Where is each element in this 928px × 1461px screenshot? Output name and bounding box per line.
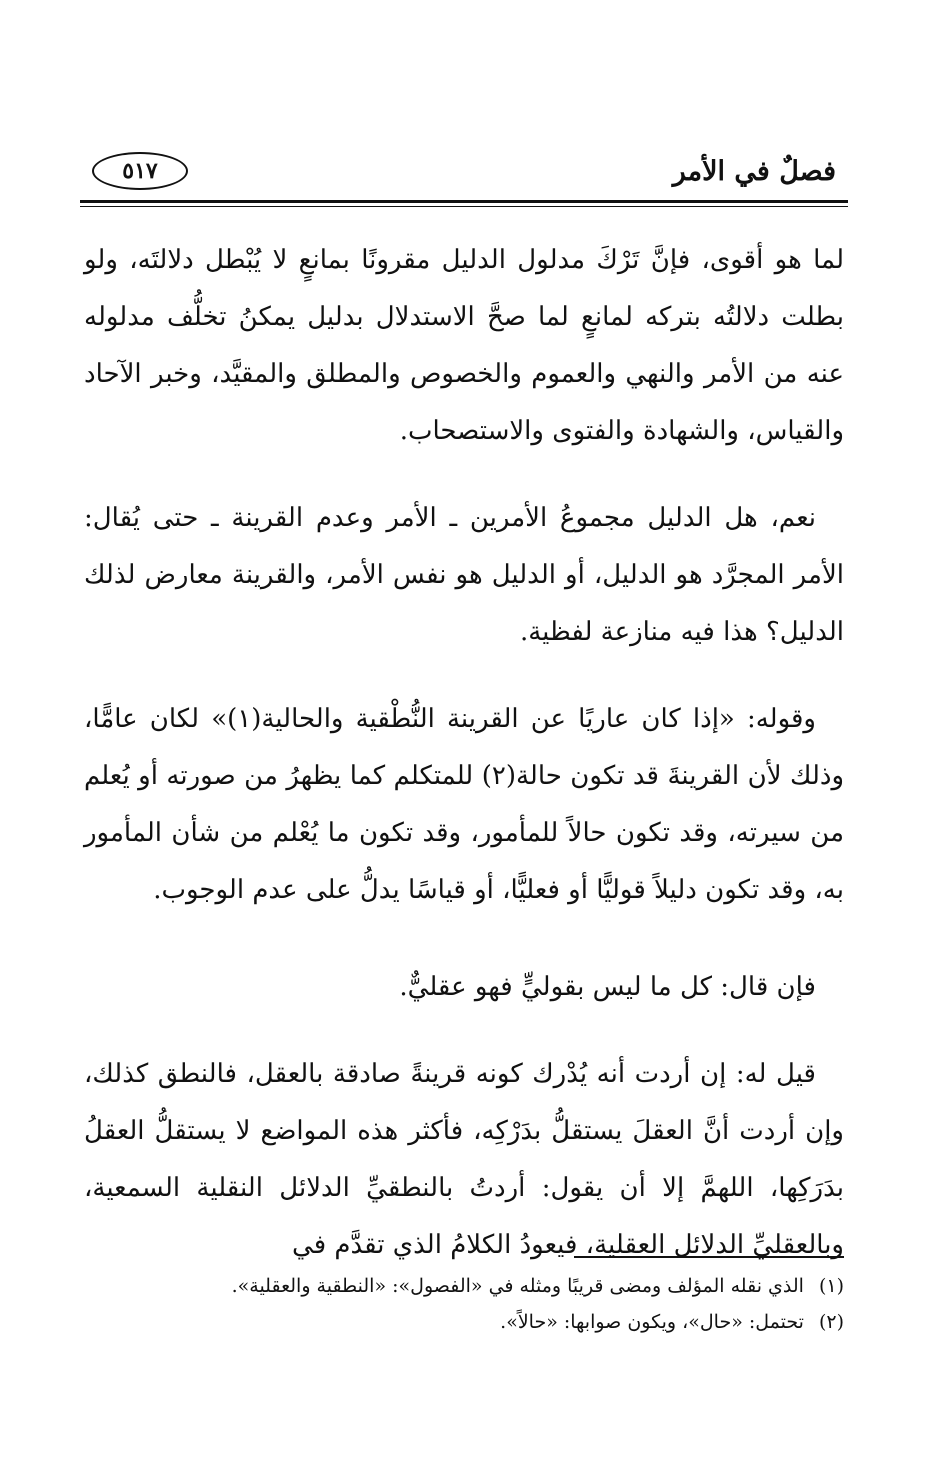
paragraph-3: وقوله: «إذا كان عاريًا عن القرينة النُّطْقية والحالية(١)» لكان عامًّا، وذلك لأن القرينةَ قد تكون حالة(٢) للمتكلم كما يظهرُ من صورته أو يُعلم من سيرته، وقد تكون حالاً للمأمور، وقد تكون ما يُعْلم من شأن المأمور به، وقد تكون دليلاً قوليًّا أو فعليًّا، أو قياسًا يدلُّ على عدم الوجوب. [84,704,844,905]
footnote-text: تحتمل: «حال»، ويكون صوابها: «حالاً». [500,1311,804,1333]
footnote-text: الذي نقله المؤلف ومضى قريبًا ومثله في «الفصول»: «النطقية والعقلية». [231,1275,804,1297]
body-text [84,232,844,1274]
paragraph-2: نعم، هل الدليل مجموعُ الأمرين ـ الأمر وعدم القرينة ـ حتى يُقال: الأمر المجرَّد هو الدليل، أو الدليل هو نفس الأمر، والقرينة معارض لذلك الدليل؟ هذا فيه منازعة لفظية. [84,503,844,647]
header-rule [80,200,848,203]
footnotes [84,1268,844,1340]
paragraph-5: قيل له: إن أردت أنه يُدْرك كونه قرينةً صادقة بالعقل، فالنطق كذلك، وإن أردت أنَّ العقلَ يستقلُّ بدَرْكِه، فأكثر هذه المواضع لا يستقلُّ العقلُ بدَرَكِها، اللهمَّ إلا أن يقول: أردتُ بالنطقيِّ الدلائل النقلية السمعية، وبالعقليِّ الدلائل العقلية، فيعودُ الكلامُ الذي تقدَّم في [84,1059,844,1260]
paragraph-gap [84,460,844,490]
header-rule-thin [80,206,848,207]
paragraph-1: لما هو أقوى، فإنَّ تَرْكَ مدلول الدليل مقرونًا بمانعٍ لا يُبْطل دلالتَه، ولو بطلت دلالتُه بتركه لمانعٍ لما صحَّ الاستدلال بدليل يمكنُ تخلُّف مدلوله عنه من الأمر والنهي والعموم والخصوص والمطلق والمقيَّد، وخبر الآحاد والقياس، والشهادة والفتوى والاستصحاب. [84,245,844,446]
footnote-number: (٢) [818,1311,844,1333]
running-title: فصلٌ في الأمر [672,156,836,187]
footnote-2 [84,1304,844,1340]
footnote-separator [574,1256,844,1258]
paragraph-gap [84,661,844,691]
paragraph-4: فإن قال: كل ما ليس بقوليٍّ فهو عقليٌّ. [399,972,816,1002]
page-number-badge: ٥١٧ [92,152,188,190]
paragraph-gap [84,919,844,959]
page-header [92,150,836,200]
footnote-number: (١) [818,1275,844,1297]
paragraph-gap [84,1016,844,1046]
footnote-1 [84,1268,844,1304]
